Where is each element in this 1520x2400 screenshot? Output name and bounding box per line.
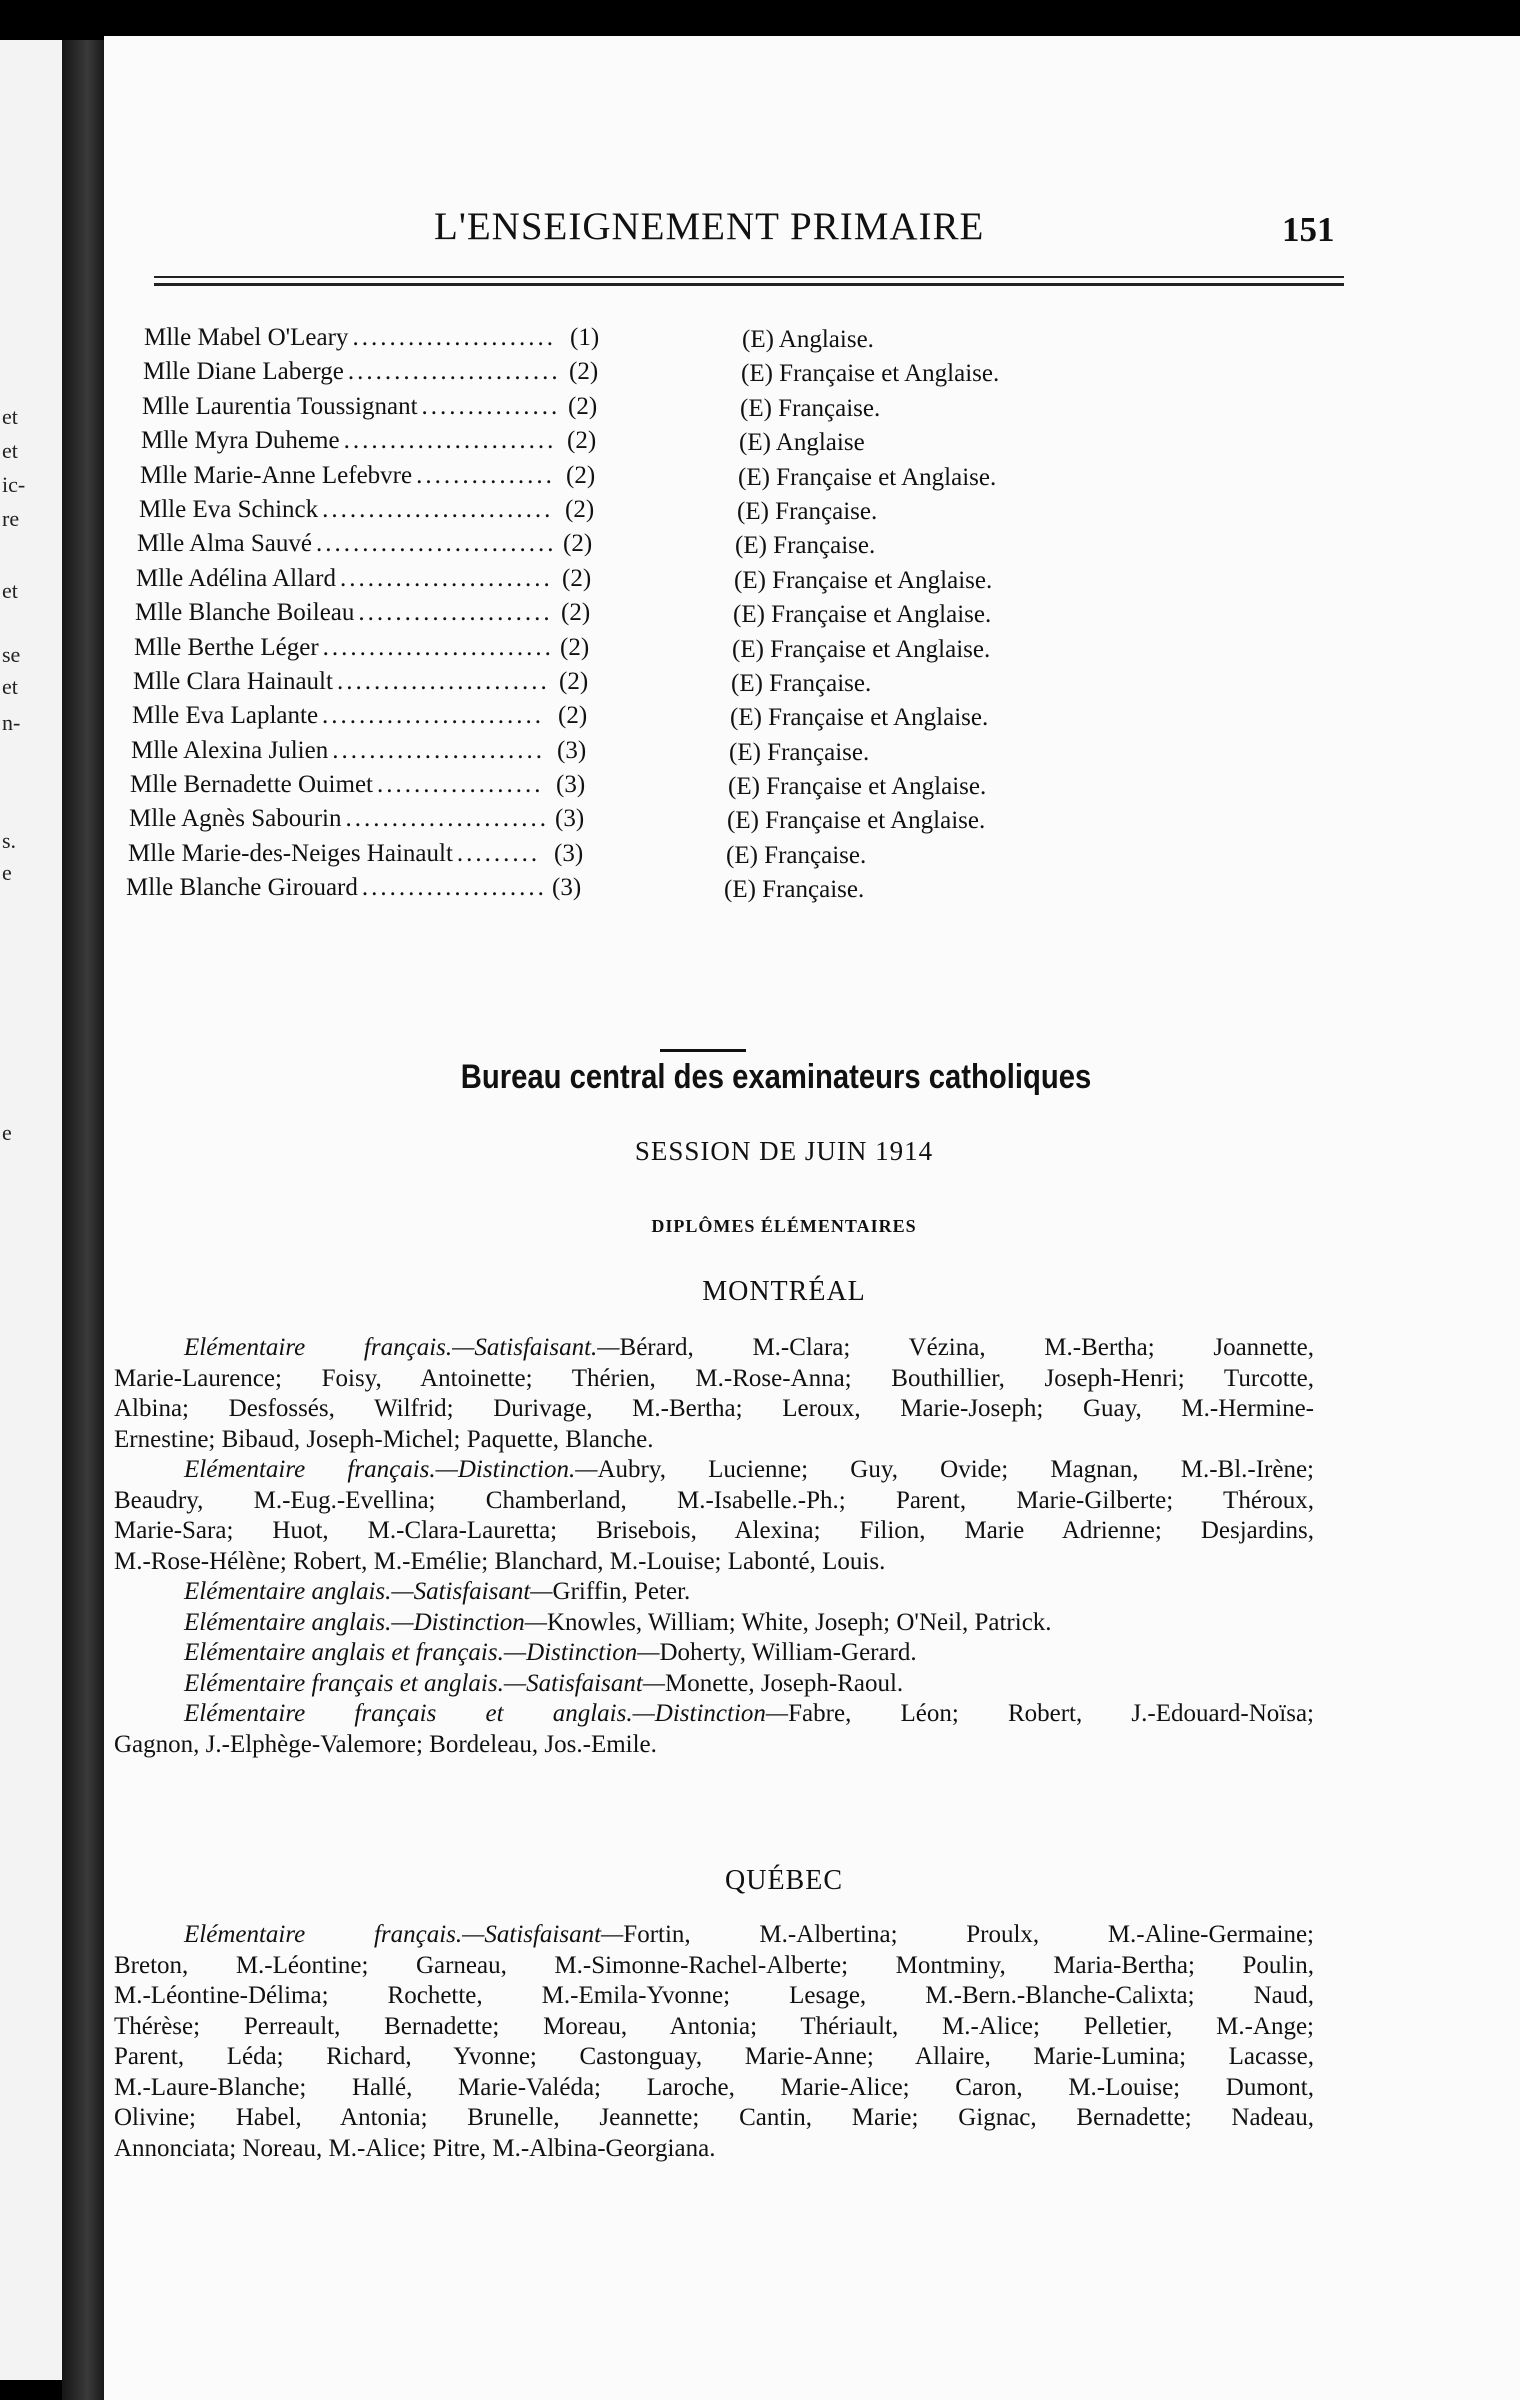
dot-leader: ...................... xyxy=(352,324,556,351)
facing-page-fragment: re xyxy=(2,506,20,531)
candidate-name: Mlle Marie-des-Neiges Hainault xyxy=(128,839,453,867)
candidate-row xyxy=(129,805,1344,839)
result-line: Thérèse; Perreault, Bernadette; Moreau, Antonia; Thériault, M.-Alice; Pelletier, M.-Ange; xyxy=(114,2012,1314,2040)
candidate-row xyxy=(133,668,1344,702)
dot-leader: ....................... xyxy=(347,358,561,386)
candidate-row xyxy=(126,874,1344,908)
dot-leader: ....................... xyxy=(332,736,545,764)
diploma-category: Elémentaire anglais et français.—Distinction— xyxy=(184,1639,660,1666)
candidate-list xyxy=(126,324,1344,909)
region-heading-quebec: QUÉBEC xyxy=(725,1865,843,1896)
dot-leader: ......................... xyxy=(322,633,554,661)
dot-leader: ............... xyxy=(416,461,555,489)
candidate-row xyxy=(134,634,1344,668)
dot-leader: ....................... xyxy=(339,564,553,592)
facing-page-edge xyxy=(0,40,62,2380)
facing-page-fragment: et xyxy=(2,674,18,699)
result-line: Albina; Desfossés, Wilfrid; Durivage, M.-Bertha; Leroux, Marie-Joseph; Guay, M.-Hermine- xyxy=(114,1395,1314,1422)
result-line: Ernestine; Bibaud, Joseph-Michel; Paquette, Blanche. xyxy=(114,1425,654,1453)
candidate-name: Mlle Alma Sauvé xyxy=(137,530,312,558)
dot-leader: .................... xyxy=(361,874,547,902)
facing-page-fragment: et xyxy=(2,578,18,603)
dot-leader: ....................... xyxy=(336,667,550,695)
montreal-results xyxy=(114,1334,1314,1761)
candidate-names: Doherty, William-Gerard. xyxy=(659,1639,917,1666)
candidate-name: Mlle Clara Hainault xyxy=(133,667,333,695)
facing-page-fragment: ic- xyxy=(2,472,26,497)
result-line: M.-Rose-Hélène; Robert, M.-Emélie; Blanchard, M.-Louise; Labonté, Louis. xyxy=(114,1547,886,1575)
diploma-category: Elémentaire français.—Satisfaisant— xyxy=(184,1921,624,1948)
candidate-name: Mlle Marie-Anne Lefebvre xyxy=(140,461,413,489)
candidate-exam: (E) Française. xyxy=(724,876,865,904)
result-line: Beaudry, M.-Eug.-Evellina; Chamberland, M.-Isabelle.-Ph.; Parent, Marie-Gilberte; Théroux, xyxy=(114,1486,1314,1514)
result-line xyxy=(114,1670,1314,1701)
dot-leader: .................. xyxy=(376,771,544,799)
dot-leader: ....................... xyxy=(343,427,557,455)
quebec-results xyxy=(114,1921,1314,2165)
candidate-name: Mlle Agnès Sabourin xyxy=(129,805,342,833)
candidate-names: Fortin, M.-Albertina; Proulx, M.-Aline-Germaine; xyxy=(623,1921,1315,1948)
result-line: Parent, Léda; Richard, Yvonne; Castonguay, Marie-Anne; Allaire, Marie-Lumina; Lacasse, xyxy=(114,2043,1314,2070)
result-line: M.-Léontine-Délima; Rochette, M.-Emila-Yvonne; Lesage, M.-Bern.-Blanche-Calixta; Naud, xyxy=(114,1982,1314,2009)
candidate-code: (2) xyxy=(566,461,596,489)
dot-leader: ..................... xyxy=(358,599,553,627)
candidate-code: (2) xyxy=(560,633,590,661)
candidate-code: (2) xyxy=(558,702,588,730)
diplomes-heading: DIPLÔMES ÉLÉMENTAIRES xyxy=(651,1216,917,1236)
result-line xyxy=(114,1921,1314,1952)
candidate-code: (3) xyxy=(555,805,585,833)
candidate-code: (2) xyxy=(559,667,589,695)
result-line: Olivine; Habel, Antonia; Brunelle, Jeannette; Cantin, Marie; Gignac, Bernadette; Nadeau, xyxy=(114,2104,1314,2131)
candidate-name: Mlle Blanche Girouard xyxy=(126,874,358,902)
facing-page-fragment: et xyxy=(2,438,18,463)
header-rule-double xyxy=(154,283,1344,286)
candidate-name: Mlle Bernadette Ouimet xyxy=(130,771,373,799)
candidate-name: Mlle Blanche Boileau xyxy=(135,599,355,627)
result-line: Gagnon, J.-Elphège-Valemore; Bordeleau, Jos.-Emile. xyxy=(114,1730,657,1758)
running-header: L'ENSEIGNEMENT PRIMAIRE xyxy=(434,205,985,248)
candidate-names: Fabre, Léon; Robert, J.-Edouard-Noïsa; xyxy=(788,1700,1314,1727)
candidate-exam: (E) Française. xyxy=(726,841,867,869)
candidate-name: Mlle Mabel O'Leary xyxy=(144,324,349,351)
candidate-code: (3) xyxy=(556,771,586,799)
dot-leader: ......... xyxy=(456,839,541,867)
section-divider xyxy=(660,1049,746,1052)
candidate-name: Mlle Alexina Julien xyxy=(131,736,329,764)
result-line xyxy=(114,1578,1314,1609)
candidate-name: Mlle Myra Duheme xyxy=(141,427,340,455)
candidate-code: (3) xyxy=(552,874,582,902)
candidate-exam: (E) Anglaise. xyxy=(742,326,874,353)
candidate-exam: (E) Française et Anglaise. xyxy=(728,773,987,801)
facing-page-fragment: e xyxy=(2,860,12,885)
candidate-exam: (E) Française et Anglaise. xyxy=(741,360,1000,388)
candidate-code: (2) xyxy=(569,358,599,386)
facing-page-fragment: se xyxy=(2,642,21,667)
candidate-row xyxy=(132,702,1344,736)
facing-page-fragment: e xyxy=(2,1120,12,1145)
candidate-name: Mlle Adélina Allard xyxy=(136,564,336,592)
candidate-exam: (E) Française. xyxy=(729,738,870,766)
result-line xyxy=(114,1456,1314,1487)
candidate-code: (3) xyxy=(557,736,587,764)
dot-leader: .......................... xyxy=(315,530,557,558)
page-number: 151 xyxy=(1282,210,1335,249)
facing-page-fragment: s. xyxy=(2,828,17,853)
candidate-code: (1) xyxy=(570,324,600,351)
result-line xyxy=(114,1700,1314,1731)
facing-page-fragment: et xyxy=(2,404,18,429)
result-line: Breton, M.-Léontine; Garneau, M.-Simonne-Rachel-Alberte; Montminy, Maria-Bertha; Poulin, xyxy=(114,1951,1314,1979)
candidate-code: (2) xyxy=(563,530,593,558)
candidate-exam: (E) Française et Anglaise. xyxy=(734,566,993,594)
candidate-exam: (E) Française et Anglaise. xyxy=(732,635,991,663)
book-spine xyxy=(62,40,104,2400)
candidate-name: Mlle Eva Laplante xyxy=(132,702,319,730)
candidate-row xyxy=(144,324,1344,358)
candidate-code: (2) xyxy=(562,564,592,592)
candidate-code: (2) xyxy=(567,427,597,455)
candidate-exam: (E) Française. xyxy=(740,394,881,422)
diploma-category: Elémentaire anglais.—Satisfaisant— xyxy=(184,1578,553,1605)
region-heading-montreal: MONTRÉAL xyxy=(702,1276,866,1307)
candidate-exam: (E) Française. xyxy=(737,497,878,525)
diploma-category: Elémentaire français.—Satisfaisant.— xyxy=(184,1334,620,1361)
dot-leader: ............... xyxy=(421,392,561,420)
candidate-exam: (E) Anglaise xyxy=(739,429,865,457)
section-title: Bureau central des examinateurs catholiques xyxy=(460,1058,1092,1096)
diploma-category: Elémentaire français.—Distinction.— xyxy=(184,1456,598,1483)
diploma-category: Elémentaire anglais.—Distinction— xyxy=(184,1608,547,1636)
dot-leader: ...................... xyxy=(345,805,549,833)
candidate-row xyxy=(136,565,1344,599)
document-page xyxy=(104,36,1520,2400)
candidate-exam: (E) Française et Anglaise. xyxy=(733,601,992,629)
candidate-names: Bérard, M.-Clara; Vézina, M.-Bertha; Joannette, xyxy=(619,1334,1314,1361)
header-rule xyxy=(154,276,1344,278)
candidate-code: (2) xyxy=(565,495,595,523)
candidate-row xyxy=(135,599,1344,633)
candidate-row xyxy=(137,530,1344,564)
result-line: M.-Laure-Blanche; Hallé, Marie-Valéda; Laroche, Marie-Alice; Caron, M.-Louise; Dumont, xyxy=(114,2073,1314,2101)
result-line xyxy=(114,1639,1314,1670)
candidate-name: Mlle Eva Schinck xyxy=(139,495,319,523)
candidate-name: Mlle Berthe Léger xyxy=(134,633,319,661)
diploma-category: Elémentaire français et anglais.—Distinction— xyxy=(184,1700,789,1727)
candidate-name: Mlle Diane Laberge xyxy=(143,358,344,386)
dot-leader: ........................ xyxy=(322,702,545,730)
candidate-names: Griffin, Peter. xyxy=(552,1578,691,1605)
result-line xyxy=(114,1334,1314,1365)
candidate-code: (3) xyxy=(554,839,584,867)
candidate-row xyxy=(131,737,1344,771)
candidate-row xyxy=(142,393,1344,427)
candidate-code: (2) xyxy=(561,599,591,627)
dot-leader: ......................... xyxy=(322,495,554,523)
candidate-exam: (E) Française. xyxy=(731,669,872,697)
result-line: Marie-Laurence; Foisy, Antoinette; Thérien, M.-Rose-Anna; Bouthillier, Joseph-Henri; Turcotte, xyxy=(114,1364,1314,1392)
candidate-code: (2) xyxy=(568,392,598,420)
candidate-exam: (E) Française et Anglaise. xyxy=(730,704,989,732)
candidate-exam: (E) Française et Anglaise. xyxy=(738,463,997,491)
facing-page-fragment: n- xyxy=(2,710,21,735)
session-heading: SESSION DE JUIN 1914 xyxy=(634,1136,934,1166)
candidate-exam: (E) Française. xyxy=(735,532,876,560)
candidate-row xyxy=(128,840,1344,874)
candidate-name: Mlle Laurentia Toussignant xyxy=(142,392,418,420)
diploma-category: Elémentaire français et anglais.—Satisfaisant— xyxy=(184,1669,666,1697)
result-line: Annonciata; Noreau, M.-Alice; Pitre, M.-Albina-Georgiana. xyxy=(114,2134,716,2162)
candidate-names: Aubry, Lucienne; Guy, Ovide; Magnan, M.-Bl.-Irène; xyxy=(597,1456,1315,1483)
candidate-row xyxy=(139,496,1344,530)
candidate-names: Knowles, William; White, Joseph; O'Neil, Patrick. xyxy=(546,1608,1052,1636)
candidate-exam: (E) Française et Anglaise. xyxy=(727,807,986,835)
candidate-names: Monette, Joseph-Raoul. xyxy=(665,1669,904,1697)
candidate-row xyxy=(140,462,1344,496)
candidate-row xyxy=(130,771,1344,805)
candidate-row xyxy=(143,358,1344,392)
result-line xyxy=(114,1609,1314,1640)
candidate-row xyxy=(141,427,1344,461)
result-line: Marie-Sara; Huot, M.-Clara-Lauretta; Brisebois, Alexina; Filion, Marie Adrienne; Desjardins, xyxy=(114,1517,1314,1544)
